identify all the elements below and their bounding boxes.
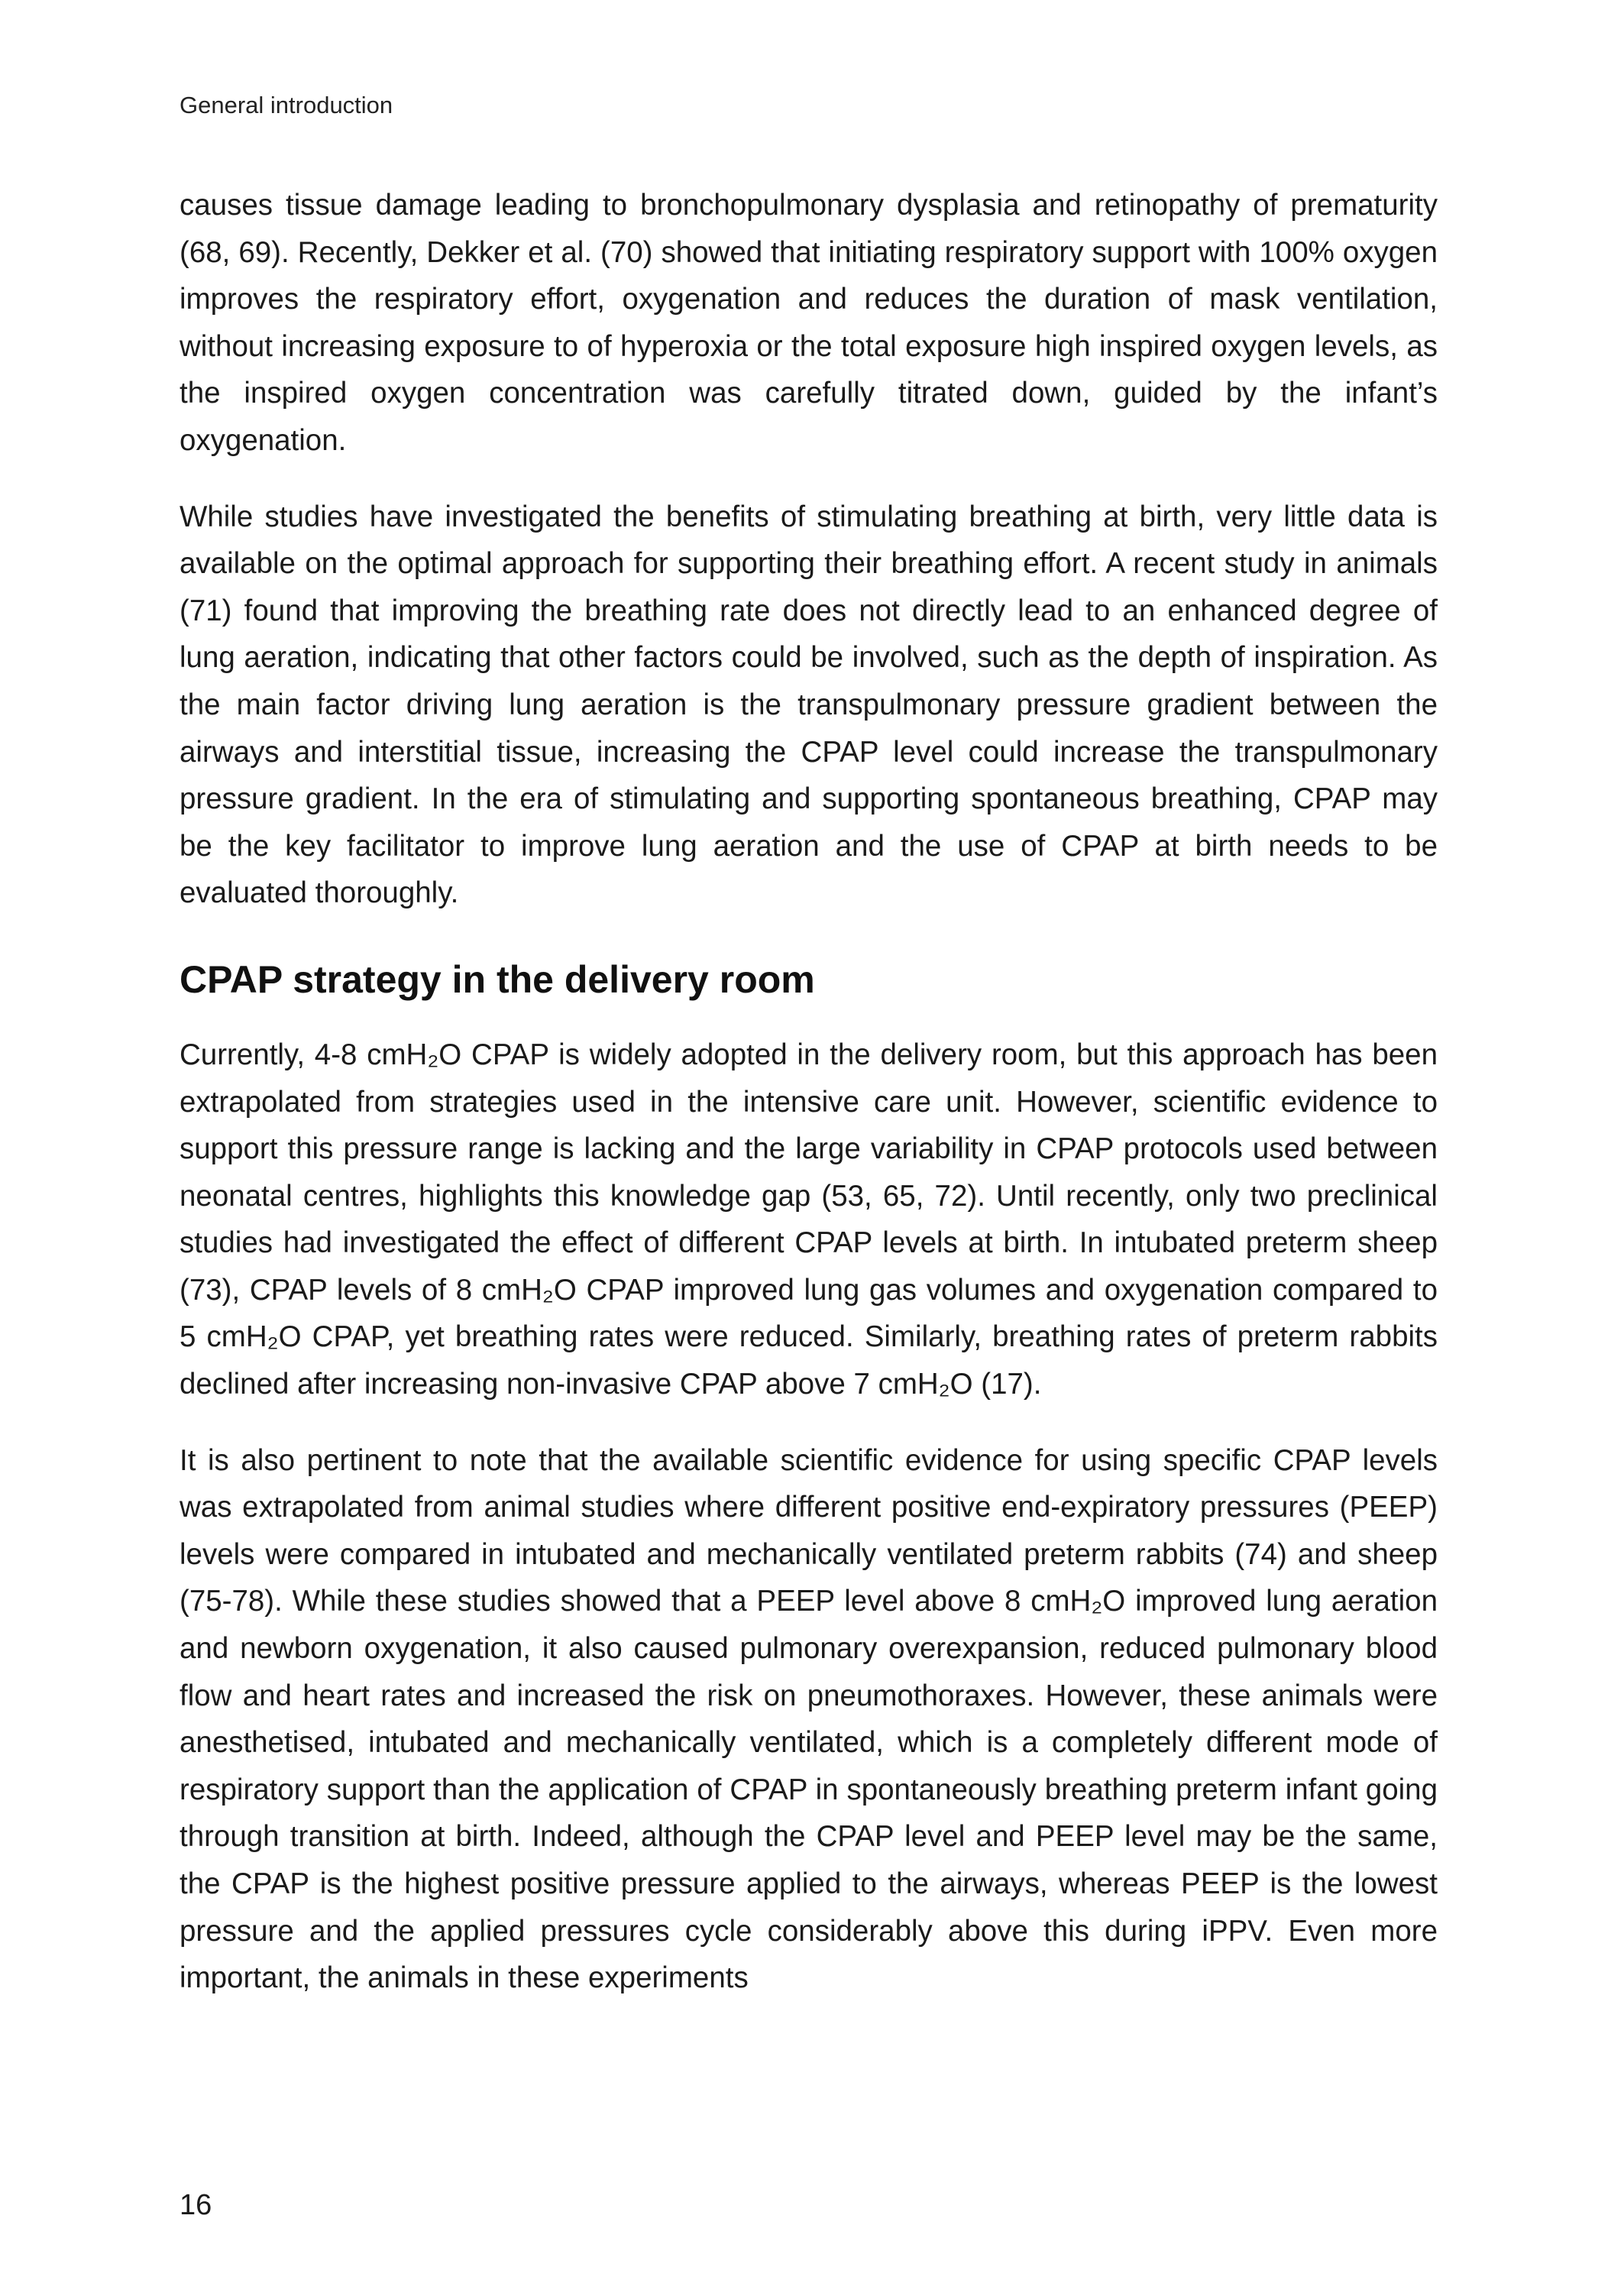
section-heading-cpap-strategy: CPAP strategy in the delivery room <box>180 957 815 1001</box>
body-paragraph-3: Currently, 4-8 cmH₂O CPAP is widely adopted in the delivery room, but this approach has been extrapolated from strategies used in the intensive care unit. However, scientific evidence to support this pressure range is lacking and the large variability in CPAP protocols used between neonatal centres, highlights this knowledge gap (53, 65, 72). Until recently, only two preclinical studies had investigated the effect of different CPAP levels at birth. In intubated preterm sheep (73), CPAP levels of 8 cmH₂O CPAP improved lung gas volumes and oxygenation compared to 5 cmH₂O CPAP, yet breathing rates were reduced. Similarly, breathing rates of preterm rabbits declined after increasing non-invasive CPAP above 7 cmH₂O (17). <box>180 1038 1438 1401</box>
running-header: General introduction <box>180 92 393 118</box>
body-paragraph-2: While studies have investigated the benefits of stimulating breathing at birth, very little data is available on the optimal approach for supporting their breathing effort. A recent study in animals (71) found that improving the breathing rate does not directly lead to an enhanced degree of lung aeration, indicating that other factors could be involved, such as the depth of inspiration. As the main factor driving lung aeration is the transpulmonary pressure gradient between the airways and interstitial tissue, increasing the CPAP level could increase the transpulmonary pressure gradient. In the era of stimulating and supporting spontaneous breathing, CPAP may be the key facilitator to improve lung aeration and the use of CPAP at birth needs to be evaluated thoroughly. <box>180 500 1438 910</box>
body-paragraph-4: It is also pertinent to note that the available scientific evidence for using specific CPAP levels was extrapolated from animal studies where different positive end-expiratory pressures (PEEP) levels were compared in intubated and mechanically ventilated preterm rabbits (74) and sheep (75-78). While these studies showed that a PEEP level above 8 cmH₂O improved lung aeration and newborn oxygenation, it also caused pulmonary overexpansion, reduced pulmonary blood flow and heart rates and increased the risk on pneumothoraxes. However, these animals were anesthetised, intubated and mechanically ventilated, which is a completely different mode of respiratory support than the application of CPAP in spontaneously breathing preterm infant going through transition at birth. Indeed, although the CPAP level and PEEP level may be the same, the CPAP is the highest positive pressure applied to the airways, whereas PEEP is the lowest pressure and the applied pressures cycle considerably above this during iPPV. Even more important, the animals in these experiments <box>180 1443 1438 1995</box>
page-body <box>180 182 1438 2002</box>
body-paragraph-1: causes tissue damage leading to bronchopulmonary dysplasia and retinopathy of prematurity (68, 69). Recently, Dekker et al. (70) showed that initiating respiratory support with 100% oxygen improves the respiratory effort, oxygenation and reduces the duration of mask ventilation, without increasing exposure to of hyperoxia or the total exposure high inspired oxygen levels, as the inspired oxygen concentration was carefully titrated down, guided by the infant’s oxygenation. <box>180 189 1438 457</box>
page-number: 16 <box>180 2189 212 2221</box>
